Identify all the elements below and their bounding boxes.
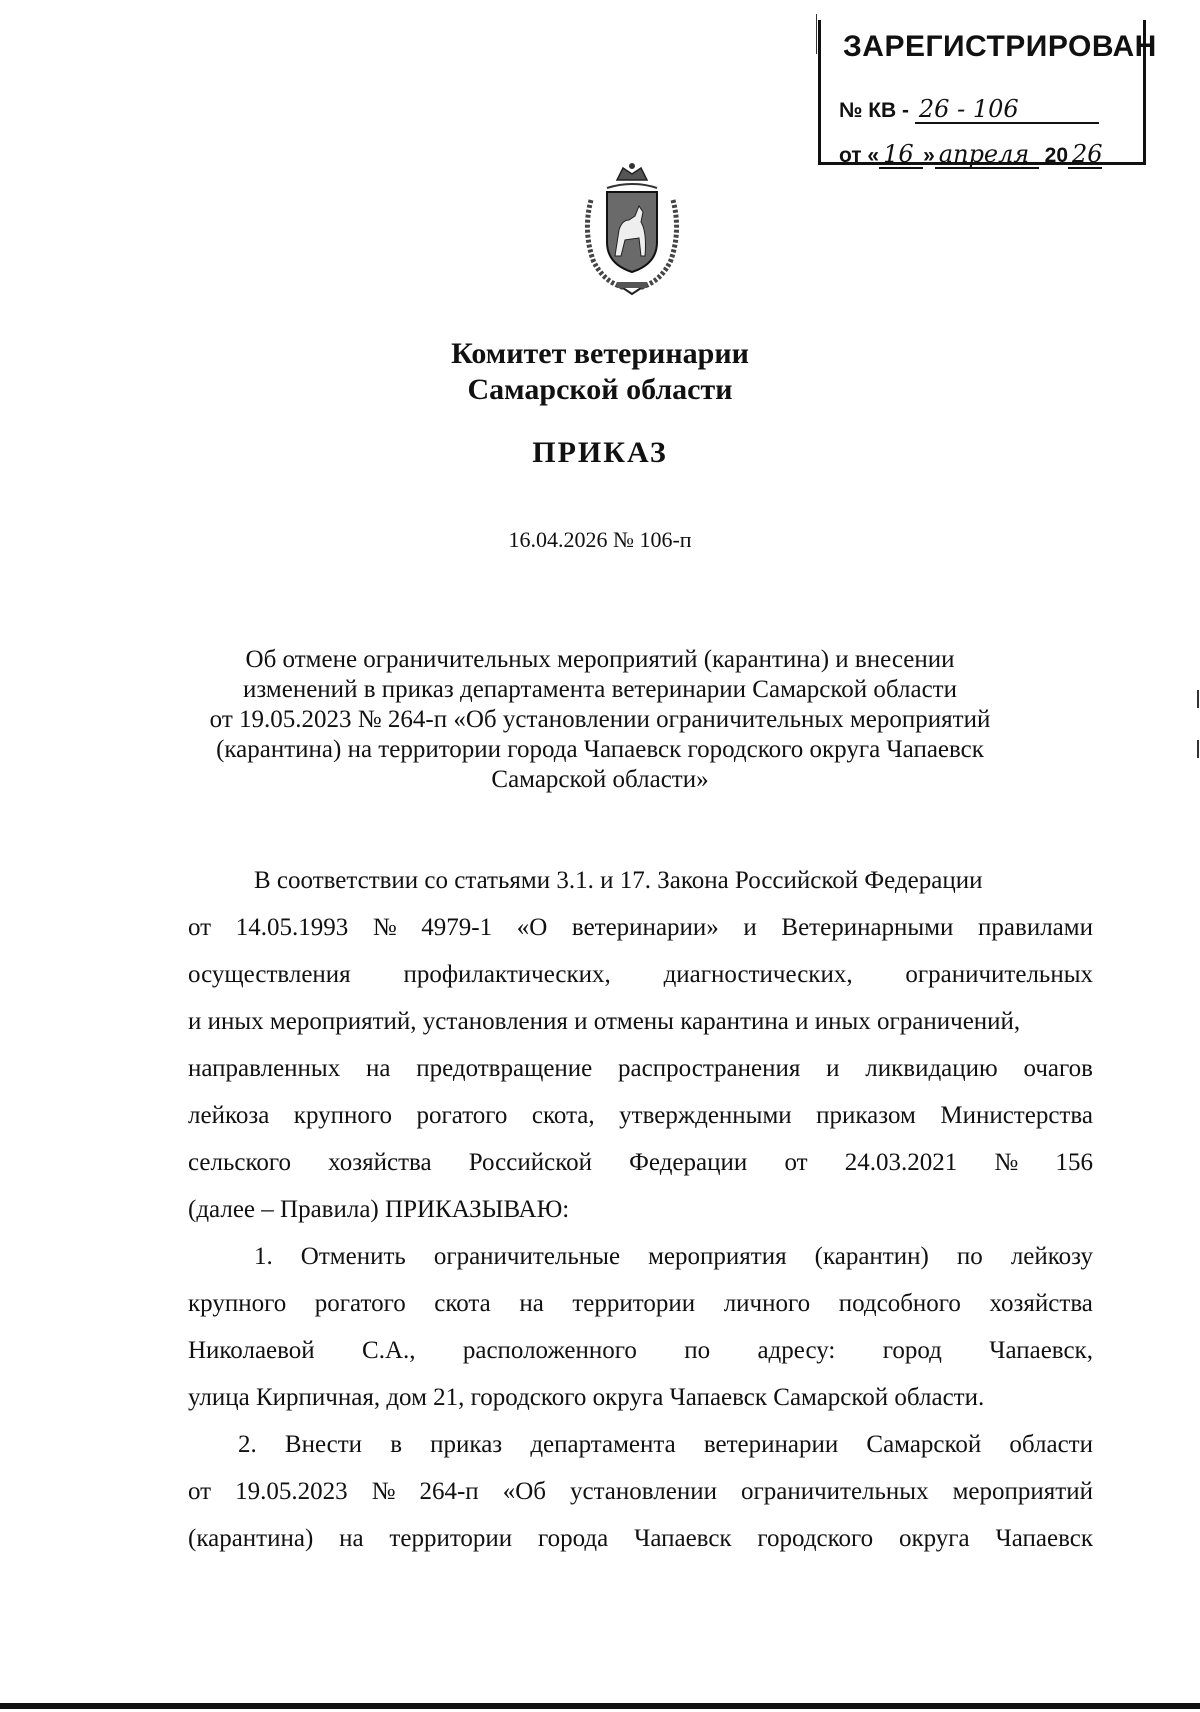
body-word: С.А., [362,1337,416,1364]
body-word: Ветеринарными [781,914,954,941]
body-word: рогатого [416,1102,508,1129]
body-word: на [339,1525,364,1552]
item2-line [188,1515,1093,1562]
body-word: Чапаевск [995,1525,1093,1552]
body-word: ветеринарии» [571,914,719,941]
body-word: 264-п [419,1478,479,1505]
body-word: Чапаевск, [989,1337,1093,1364]
body-word: № [371,1478,396,1505]
body-word: № [372,914,397,941]
body-word: приказом [816,1102,916,1129]
body-word: хозяйства [989,1290,1093,1317]
coat-of-arms-emblem [577,160,687,300]
body-word: 19.05.2023 [235,1478,348,1505]
scan-margin-mark [816,14,817,54]
preamble-line [188,1186,1093,1233]
body-word: ликвидацию [865,1055,998,1082]
body-word: области [1009,1431,1093,1458]
body-word: крупного [293,1102,393,1129]
document-subject [180,645,1020,795]
body-word: на [365,1055,391,1082]
subject-line: Самарской области» [491,766,709,793]
item1-line [188,1280,1093,1327]
body-word: мероприятий [952,1478,1093,1505]
body-word: и [743,914,757,941]
body-word: ограничительные [433,1243,621,1270]
item1-line [188,1327,1093,1374]
body-word: осуществления [188,961,351,988]
body-word: территории [572,1290,696,1317]
body-word: города [538,1525,609,1552]
document-body [188,857,1093,1562]
body-word: Самарской [866,1431,982,1458]
organization-name-line2: Самарской области [467,373,733,406]
body-word: ветеринарии [703,1431,839,1458]
body-word: территории [389,1525,513,1552]
item1-line [188,1233,1093,1280]
body-word: на [519,1290,544,1317]
body-word: рогатого [314,1290,406,1317]
document-type-heading: ПРИКАЗ [532,436,668,469]
body-word: крупного [188,1290,287,1317]
body-word: приказ [430,1431,503,1458]
body-word: № [994,1149,1019,1176]
body-word: и [826,1055,840,1082]
body-word: Николаевой [188,1337,315,1364]
preamble-line [188,904,1093,951]
body-word: скота, [531,1102,595,1129]
body-word: (карантин) [814,1243,929,1270]
body-word: Министерства [940,1102,1093,1129]
body-word: ограничительных [740,1478,929,1505]
body-word: улица Кирпичная, дом 21, городского округа Чапаевск Самарской области. [188,1384,985,1411]
body-word: округа [898,1525,970,1552]
stamp-date-year-suffix: 26 [1068,141,1102,169]
preamble-line [188,857,1093,904]
body-word: (далее – Правила) ПРИКАЗЫВАЮ: [188,1196,570,1223]
body-word: Внести [284,1431,363,1458]
scan-margin-mark [1197,690,1199,708]
body-word: Российской [468,1149,592,1176]
body-word: утвержденными [619,1102,792,1129]
body-word: от [784,1149,808,1176]
body-word: городского [757,1525,874,1552]
stamp-number-line [839,96,1099,124]
body-word: Федерации [629,1149,748,1176]
scan-bottom-edge [0,1703,1200,1709]
preamble-line [188,1045,1093,1092]
body-word: по [684,1337,711,1364]
preamble-line [188,998,1093,1045]
body-word: лейкозу [1010,1243,1093,1270]
body-word: по [956,1243,983,1270]
body-word: мероприятия [648,1243,787,1270]
body-word: 24.03.2021 [844,1149,958,1176]
preamble-line [188,1139,1093,1186]
body-word: «О [516,914,548,941]
preamble-line [188,951,1093,998]
body-word: город [882,1337,942,1364]
body-word: Чапаевск [634,1525,732,1552]
body-word: личного [723,1290,811,1317]
subject-line: изменений в приказ департамента ветеринарии Самарской области [243,676,957,703]
body-word: (карантина) [188,1525,314,1552]
item1-line [188,1374,1093,1421]
body-word: расположенного [462,1337,637,1364]
subject-line: (карантина) на территории города Чапаевск городского округа Чапаевск [216,736,984,763]
body-word: 156 [1055,1149,1093,1176]
body-word: установлении [569,1478,717,1505]
stamp-date-month: апреля [935,141,1039,169]
body-word: предотвращение [416,1055,593,1082]
body-word: 14.05.1993 [235,914,349,941]
body-word: 4979-1 [421,914,493,941]
preamble-line [188,1092,1093,1139]
item2-line [188,1421,1093,1468]
body-word: очагов [1023,1055,1093,1082]
body-word: от [188,1478,212,1505]
body-word: подсобного [838,1290,961,1317]
body-word: адресу: [757,1337,836,1364]
body-word: хозяйства [328,1149,432,1176]
body-word: и иных мероприятий, установления и отмены карантина и иных ограничений, [188,1008,1021,1035]
organization-name-line1: Комитет ветеринарии [451,337,749,370]
stamp-date-prefix: от « [839,144,880,167]
body-word: скота [434,1290,491,1317]
body-word: от [188,914,212,941]
stamp-number-handwritten: 26 - 106 [915,96,1099,124]
registration-stamp [818,20,1157,168]
body-word: лейкоза [188,1102,270,1129]
stamp-date-year-prefix: 20 [1044,144,1068,167]
stamp-date-line [839,141,1102,169]
body-word: Отменить [300,1243,406,1270]
body-word: 2. [238,1431,257,1458]
body-word: департамента [530,1431,676,1458]
stamp-date-mid: » [923,144,935,167]
body-word: правилами [978,914,1093,941]
body-word: «Об [502,1478,546,1505]
stamp-title: ЗАРЕГИСТРИРОВАН [843,30,1157,63]
body-word: профилактических, [403,961,611,988]
body-word: 1. [254,1243,273,1270]
body-word: диагностических, [663,961,853,988]
subject-line: от 19.05.2023 № 264-п «Об установлении ограничительных мероприятий [209,706,991,733]
body-word: В соответствии со статьями 3.1. и 17. Закона Российской Федерации [254,867,983,894]
item2-line [188,1468,1093,1515]
stamp-date-day: 16 [879,141,923,169]
scan-margin-mark [1197,740,1199,758]
body-word: направленных [188,1055,341,1082]
document-number-date: 16.04.2026 № 106-п [508,527,692,552]
body-word: в [390,1431,403,1458]
body-word: сельского [188,1149,291,1176]
body-word: ограничительных [905,961,1093,988]
body-word: распространения [618,1055,801,1082]
subject-line: Об отмене ограничительных мероприятий (карантина) и внесении [245,646,955,673]
stamp-number-prefix: № КВ - [839,99,910,122]
